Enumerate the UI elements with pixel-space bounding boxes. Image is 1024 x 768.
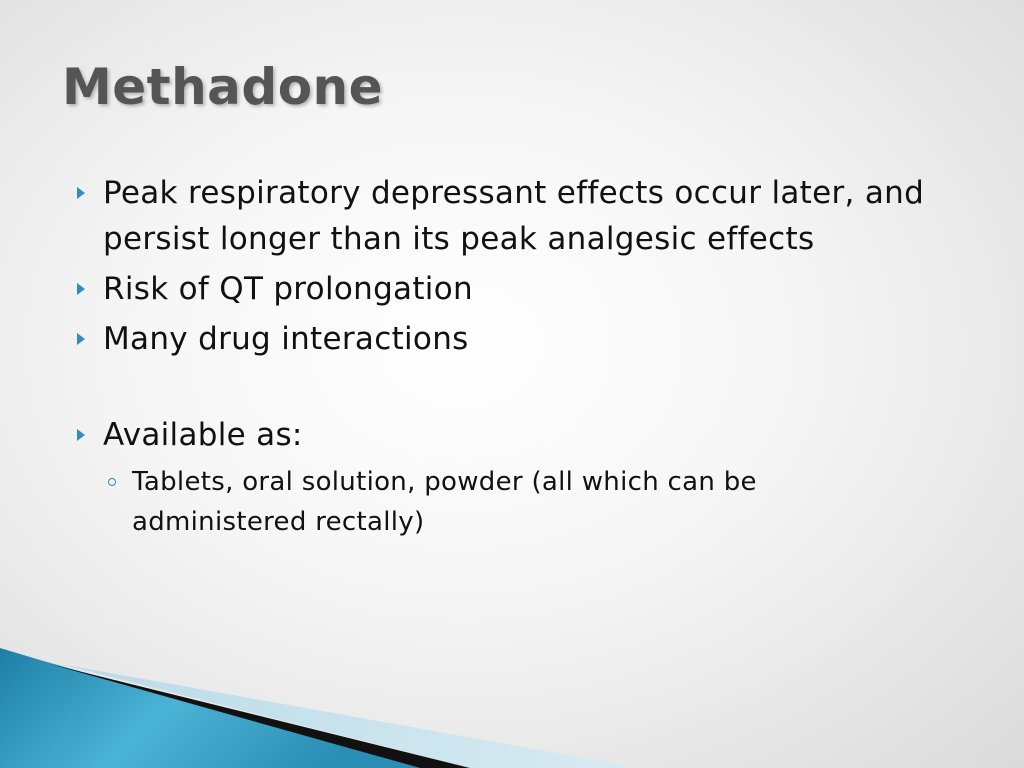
bullet-text: Available as:: [103, 417, 303, 453]
slide-title: Methadone: [62, 58, 384, 116]
triangle-bullet-icon: [77, 429, 85, 441]
bullet-text: Peak respiratory depressant effects occur later, and persist longer than its peak analgesic effects: [103, 175, 925, 257]
triangle-bullet-icon: [77, 283, 85, 295]
triangle-bullet-icon: [77, 187, 85, 199]
triangle-bullet-icon: [77, 333, 85, 345]
bullet-list: [74, 170, 934, 542]
bullet-text: Many drug interactions: [103, 321, 469, 357]
bullet-item: [74, 170, 934, 262]
sub-bullet-text: Tablets, oral solution, powder (all which can be administered rectally): [132, 467, 757, 537]
bullet-item: [74, 266, 934, 312]
bullet-item: [74, 316, 934, 362]
corner-decoration: [0, 640, 1024, 768]
sub-bullet-item: [74, 462, 934, 542]
bullet-item: [74, 412, 934, 458]
bullet-text: Risk of QT prolongation: [103, 271, 473, 307]
circle-bullet-icon: [108, 478, 116, 486]
